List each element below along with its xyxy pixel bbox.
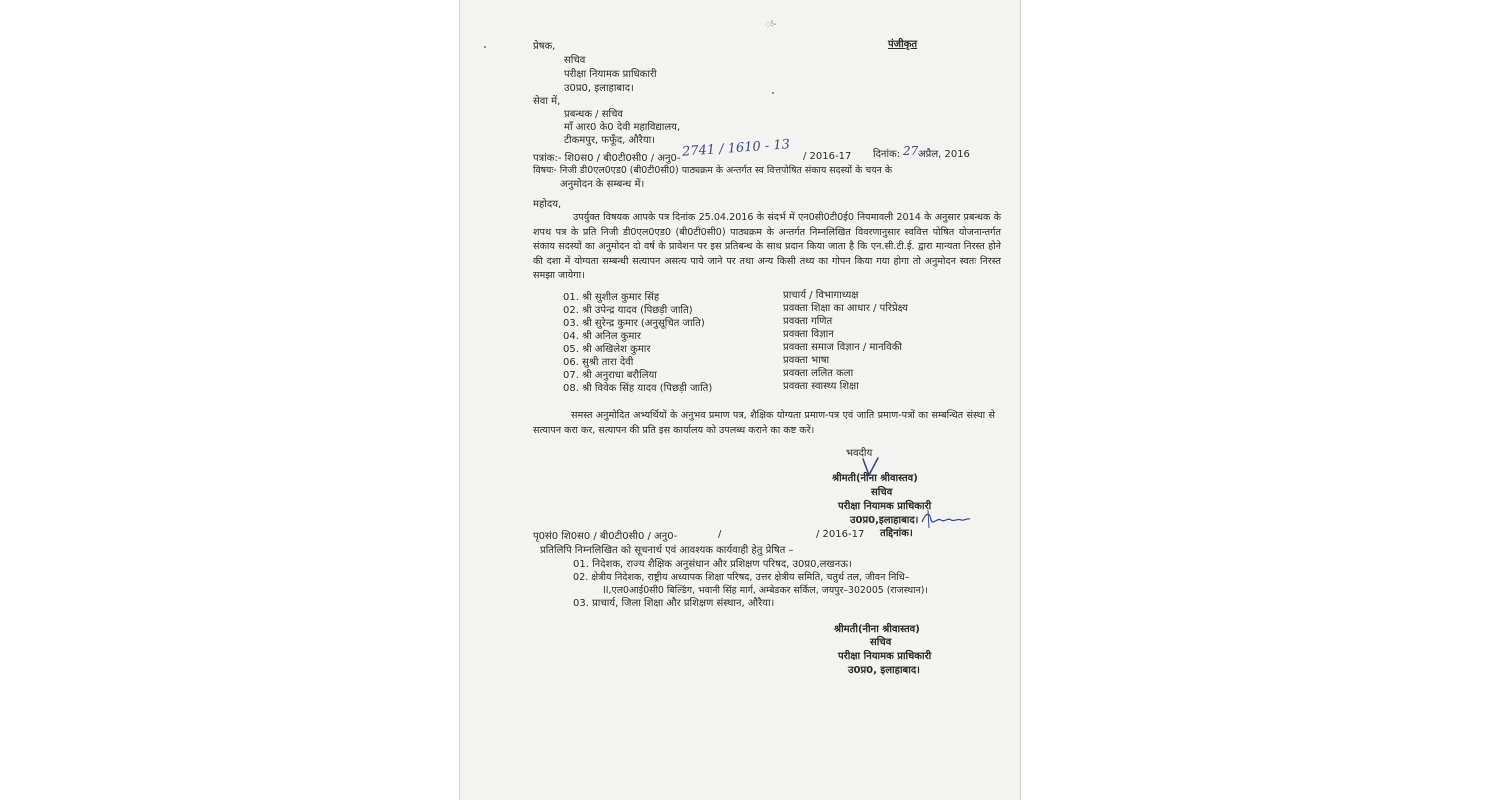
handwritten-ref-number: 2741 / 1610 - 13: [681, 137, 791, 160]
faculty-post: प्रवक्ता ललित कला: [783, 368, 854, 379]
endorsement-ref: पृ0सं0 शि0स0 / बी0टी0सी0 / अनु0-: [533, 531, 678, 542]
top-mark: ः-: [765, 19, 777, 30]
valediction: भवदीय: [846, 448, 873, 459]
faculty-name: 08. श्री विवेक सिंह यादव (पिछड़ी जाति): [563, 383, 713, 394]
faculty-post: प्रवक्ता शिक्षा का आधार / परिप्रेक्ष्य: [783, 303, 908, 314]
scan-speck: [772, 92, 774, 94]
signatory-line: उ0प्र0, इलाहाबाद।: [848, 665, 920, 676]
faculty-name: 07. श्री अनुराधा बरौलिया: [563, 370, 657, 381]
faculty-name: 05. श्री अखिलेश कुमार: [563, 344, 651, 355]
tadinank: तद्दिनांक।: [880, 528, 913, 539]
faculty-name: 02. श्री उपेन्द्र यादव (पिछड़ी जाति): [563, 305, 693, 316]
faculty-post: प्रवक्ता विज्ञान: [783, 329, 834, 340]
faculty-post: प्रवक्ता भाषा: [783, 355, 830, 366]
recipient-line: टीकमपुर, फफूँद, औरैया।: [564, 135, 656, 146]
copy-item: 01. निदेशक, राज्य शैक्षिक अनुसंधान और प्रशिक्षण परिषद, उ0प्र0,लखनऊ।: [573, 559, 852, 570]
signatory-line: सचिव: [871, 487, 893, 498]
closing-paragraph: समस्त अनुमोदित अभ्यर्थियों के अनुभव प्रमाण पत्र, शैक्षिक योग्यता प्रमाण-पत्र एवं जाति प्रमाण-पत्रों का सम्बन्धित संस्था से सत्यापन करा कर, सत्यापन की प्रति इस कार्यालय को उपलब्ध कराने का कष्ट करें।: [533, 410, 995, 436]
sender-line: परीक्षा नियामक प्राधिकारी: [564, 69, 657, 80]
recipient-line: माँ आर0 के0 देवी महाविद्यालय,: [564, 122, 681, 133]
patrank-prefix: पत्रांक:- शि0स0 / बी0टी0सी0 / अनु0-: [533, 153, 681, 164]
faculty-name: 04. श्री अनिल कुमार: [563, 331, 642, 342]
signatory-name: श्रीमती(नीना श्रीवास्तव): [832, 473, 918, 484]
salutation: महोदय,: [533, 199, 562, 210]
faculty-post: प्राचार्य / विभागाध्यक्ष: [783, 290, 859, 301]
endorsement-slash: /: [718, 529, 722, 540]
handwritten-date: 27: [903, 144, 919, 158]
sender-label: प्रेषक,: [533, 41, 556, 52]
subject-line: अनुमोदन के सम्बन्ध में।: [560, 179, 645, 190]
faculty-post: प्रवक्ता स्वास्थ्य शिक्षा: [783, 381, 859, 392]
faculty-post: प्रवक्ता समाज विज्ञान / मानविकी: [783, 342, 902, 353]
signatory-line: परीक्षा नियामक प्राधिकारी: [838, 651, 932, 662]
faculty-post: प्रवक्ता गणित: [783, 316, 833, 327]
copy-item-cont: II,एल0आई0सी0 बिल्डिंग, भवानी सिंह मार्ग, अम्बेडकर सर्किल, जयपुर–302005 (राजस्थान)।: [603, 585, 928, 596]
registered-label: पंजीकृत: [888, 39, 918, 50]
copy-item: 02. क्षेत्रीय निदेशक, राष्ट्रीय अध्यापक शिक्षा परिषद, उत्तर क्षेत्रीय समिति, चतुर्थ तल, जीवन निधि–: [573, 572, 910, 583]
endorsement-year: / 2016-17: [816, 529, 865, 540]
scan-speck: [484, 46, 486, 48]
signatory-line: परीक्षा नियामक प्राधिकारी: [838, 501, 932, 512]
handwritten-signature: [920, 508, 972, 530]
signatory-line: उ0प्र0,इलाहाबाद।: [850, 515, 919, 526]
copy-intro: प्रतिलिपि निम्नलिखित को सूचनार्थ एवं आवश्यक कार्यवाही हेतु प्रेषित –: [540, 545, 794, 556]
copy-item: 03. प्राचार्य, जिला शिक्षा और प्रशिक्षण संस्थान, औरैया।: [573, 598, 775, 609]
signatory-name: श्रीमती(नीना श्रीवास्तव): [834, 624, 920, 635]
recipient-line: प्रबन्धक / सचिव: [564, 109, 623, 120]
scanned-letter-page: [459, 0, 1021, 800]
faculty-name: 06. सुश्री तारा देवी: [563, 357, 634, 368]
faculty-name: 01. श्री सुशील कुमार सिंह: [563, 292, 660, 303]
date-label: दिनांक:: [873, 149, 901, 160]
recipient-label: सेवा में,: [533, 96, 561, 107]
ref-year: / 2016-17: [803, 151, 852, 162]
date-rest: अप्रैल, 2016: [918, 149, 970, 160]
faculty-name: 03. श्री सुरेन्द्र कुमार (अनुसूचित जाति): [563, 318, 705, 329]
sender-line: उ0प्र0, इलाहाबाद।: [564, 83, 634, 94]
subject-line: विषयः- निजी डी0एल0एड0 (बी0टी0सी0) पाठ्यक्रम के अन्तर्गत स्व वित्तपोषित संकाय सदस्यों के चयन के: [533, 165, 893, 176]
body-paragraph: उपर्युक्त विषयक आपके पत्र दिनांक 25.04.2016 के संदर्भ में एन0सी0टी0ई0 नियमावली 2014 के अनुसार प्रबन्धक के शपथ पत्र के प्रति निजी डी0एल0एड0 (बी0टी0सी0) पाठ्यक्रम के अन्तर्गत निम्नलिखित विवरणानुसार स्ववित्त पोषित योजनान्तर्गत संकाय सदस्यों का अनुमोदन दो वर्ष के प्रावेशन पर इस प्रतिबन्ध के साथ प्रदान किया जाता है कि एन.सी.टी.ई. द्वारा मान्यता निरस्त होने की दशा में योग्यता सम्बन्धी सत्यापन असत्य पाये जाने पर तथा अन्य किसी तथ्य का गोपन किया गया होगा तो अनुमोदन स्वतः निरस्त समझा जायेगा।: [533, 212, 1001, 281]
signatory-line: सचिव: [870, 637, 892, 648]
sender-line: सचिव: [564, 55, 586, 66]
